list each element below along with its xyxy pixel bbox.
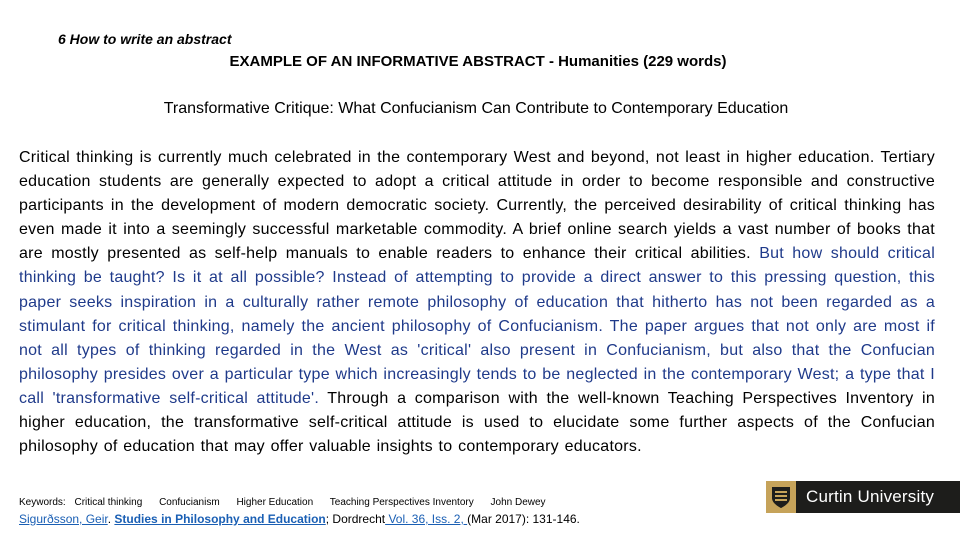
abstract-title: Transformative Critique: What Confucianism Can Contribute to Contemporary Education	[163, 100, 789, 117]
date-pages-text: (Mar 2017): 131-146.	[467, 512, 580, 526]
keyword-item: John Dewey	[490, 497, 546, 508]
keyword-item: Teaching Perspectives Inventory	[329, 497, 474, 508]
volume-link[interactable]: Vol. 36, Iss. 2,	[385, 512, 468, 526]
author-link[interactable]: Sigurðsson, Geir	[19, 512, 108, 526]
example-heading: EXAMPLE OF AN INFORMATIVE ABSTRACT - Humanities (229 words)	[229, 53, 727, 70]
abstract-body	[19, 146, 935, 459]
keyword-item: Critical thinking	[74, 497, 143, 508]
citation-separator: .	[107, 512, 115, 526]
curtin-university-logo	[766, 481, 960, 513]
publisher-text: ; Dordrecht	[325, 512, 386, 526]
keywords-line	[19, 497, 560, 508]
abstract-part-3: Through a comparison with the well-known Teaching Perspectives Inventory in higher education, the transformative self-critical attitude is used to elucidate some further aspects of the Confucian philosophy of education that may offer valuable insights to contemporary educators.	[19, 389, 936, 456]
crest-icon	[766, 481, 796, 513]
logo-text: Curtin University	[806, 487, 935, 506]
abstract-part-2-highlight: But how should critical thinking be taught? Is it at all possible? Instead of attempting to provide a direct answer to this pressing question, this paper seeks inspiration in a culturally rather remote philosophy of education that hitherto has not been regarded as a stimulant for critical thinking, namely the ancient philosophy of Confucianism. The paper argues that not only are most if not all types of thinking regarded in the West as 'critical' also present in Confucianism, but also that the Confucian philosophy presides over a particular type which increasingly tends to be neglected in the contemporary West; a type that I call 'transformative self-critical attitude'.	[19, 245, 935, 407]
crest-shape	[770, 485, 792, 509]
journal-link[interactable]: Studies in Philosophy and Education	[114, 512, 326, 526]
citation-line	[19, 512, 580, 526]
keyword-item: Higher Education	[236, 497, 314, 508]
keyword-item: Confucianism	[159, 497, 220, 508]
abstract-part-1: Critical thinking is currently much celebrated in the contemporary West and beyond, not least in higher education. Tertiary education students are generally expected to adopt a critical attitude in order to become responsible and constructive participants in the development of modern democratic society. Currently, the perceived desirability of critical thinking has even made it into a seemingly successful marketable commodity. A brief online search yields a vast number of books that are mostly presented as self-help manuals to enable readers to enhance their critical abilities.	[19, 149, 935, 263]
keywords-label: Keywords:	[19, 497, 66, 508]
section-label: 6 How to write an abstract	[58, 31, 232, 47]
